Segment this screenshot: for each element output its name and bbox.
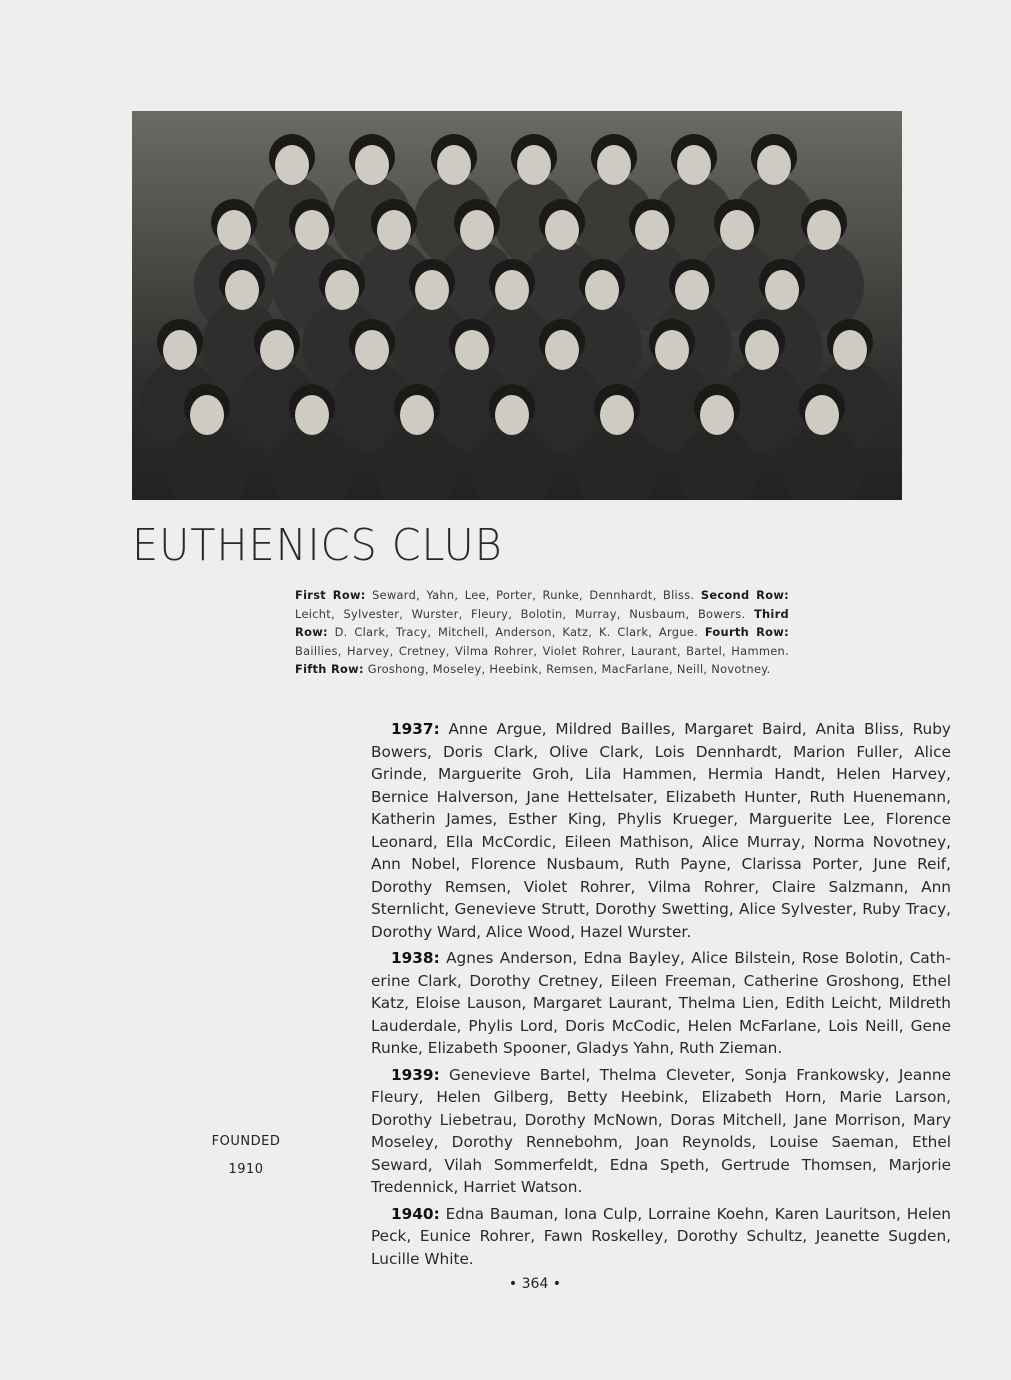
- person-face: [597, 145, 631, 185]
- person-face: [163, 330, 197, 370]
- class-members: Edna Bauman, Iona Culp, Lorraine Koehn, Karen Lauritson, Helen Peck, Eunice Rohrer, Fawn Roskelley, Dorothy Schultz, Jeanette Sugden, Lucille White.: [371, 1204, 951, 1268]
- person-face: [355, 330, 389, 370]
- page-title: EUTHENICS CLUB: [132, 520, 503, 571]
- person-face: [745, 330, 779, 370]
- class-year: 1937:: [391, 720, 440, 738]
- person-face: [655, 330, 689, 370]
- person-face: [635, 210, 669, 250]
- caption-row-label: Second Row:: [700, 588, 790, 602]
- person-face: [495, 270, 529, 310]
- class-year: 1940:: [391, 1204, 440, 1223]
- person-face: [377, 210, 411, 250]
- person-face: [700, 395, 734, 435]
- caption-row-names: Baillies, Harvey, Cretney, Vilma Rohrer, Violet Rohrer, Laurant, Bartel, Hammen.: [295, 643, 789, 658]
- person-face: [765, 270, 799, 310]
- person-face: [675, 270, 709, 310]
- class-paragraph: [371, 1203, 951, 1271]
- founded-note: [200, 1128, 292, 1184]
- person-face: [757, 145, 791, 185]
- person-face: [720, 210, 754, 250]
- caption-row-label: Fifth Row:: [295, 662, 364, 677]
- membership-list: [371, 718, 951, 1274]
- person-face: [260, 330, 294, 370]
- class-year: 1939:: [391, 1065, 440, 1084]
- founded-year: 1910: [228, 1162, 264, 1177]
- class-members: Genevieve Bartel, Thelma Cleveter, Sonja Frankowsky, Jeanne Fleury, Helen Gilberg, Betty Heebink, Elizabeth Horn, Marie Larson, Dorothy Liebetrau, Dorothy McNown, Doras Mitchell, Jane Morrison, Mary Moseley, Dorothy Rennebohm, Joan Reynolds, Louise Saeman, Ethel Seward, Vilah Sommerfeldt, Edna Speth, Gertrude Thomsen, Marjorie Tredennick, Harriet Watson.: [371, 1065, 951, 1196]
- caption-row-label: First Row:: [295, 588, 366, 602]
- club-group-photo: [132, 111, 902, 500]
- person-face: [437, 145, 471, 185]
- class-paragraph: [371, 947, 951, 1060]
- person-face: [585, 270, 619, 310]
- person-face: [295, 210, 329, 250]
- person-face: [415, 270, 449, 310]
- person-face: [325, 270, 359, 310]
- class-year: 1938:: [391, 949, 440, 967]
- person-face: [517, 145, 551, 185]
- person-face: [455, 330, 489, 370]
- person-face: [295, 395, 329, 435]
- class-paragraph: [371, 1064, 951, 1199]
- person-face: [833, 330, 867, 370]
- caption-row-names: Groshong, Moseley, Heebink, Remsen, MacFarlane, Neill, Novotney.: [367, 662, 771, 677]
- person-face: [275, 145, 309, 185]
- person-face: [545, 210, 579, 250]
- person-face: [355, 145, 389, 185]
- caption-row-names: Seward, Yahn, Lee, Porter, Runke, Dennhardt, Bliss.: [372, 588, 695, 602]
- person-face: [495, 395, 529, 435]
- person-face: [225, 270, 259, 310]
- person-face: [460, 210, 494, 250]
- class-paragraph: [371, 718, 951, 943]
- caption-row-names: Leicht, Sylvester, Wurster, Fleury, Bolotin, Murray, Nusbaum, Bowers.: [295, 606, 746, 621]
- person-face: [217, 210, 251, 250]
- class-members: Agnes Anderson, Edna Bayley, Alice Bilstein, Rose Bolotin, Catherine Clark, Dorothy Cretney, Eileen Freeman, Catherine Groshong, Ethel Katz, Eloise Lauson, Margaret Laurant, Thelma Lien, Edith Leicht, Mildreth Lauderdale, Phylis Lord, Doris McCodic, Helen McFarlane, Lois Neill, Gene Runke, Elizabeth Spooner, Gladys Yahn, Ruth Zieman.: [371, 949, 951, 1057]
- person-face: [677, 145, 711, 185]
- class-members: Anne Argue, Mildred Bailles, Margaret Baird, Anita Bliss, Ruby Bowers, Doris Clark, Olive Clark, Lois Dennhardt, Marion Fuller, Alice Grinde, Marguerite Groh, Lila Hammen, Hermia Handt, Helen Harvey, Bernice Halverson, Jane Hettelsater, Elizabeth Hunter, Ruth Huenemann, Katherin James, Esther King, Phylis Krueger, Marguerite Lee, Florence Leonard, Ella McCordic, Eileen Mathison, Alice Murray, Norma Novotney, Ann Nobel, Florence Nusbaum, Ruth Payne, Clarissa Porter, June Reif, Dorothy Remsen, Violet Rohrer, Vilma Rohrer, Claire Salzmann, Ann Sternlicht, Genevieve Strutt, Dorothy Swetting, Alice Sylvester, Ruby Tracy, Dorothy Ward, Alice Wood, Hazel Wurster.: [371, 720, 951, 941]
- person-face: [400, 395, 434, 435]
- founded-label: FOUNDED: [211, 1134, 281, 1149]
- caption-row-label: Third Row:: [295, 606, 789, 640]
- person-face: [190, 395, 224, 435]
- person-face: [600, 395, 634, 435]
- person-face: [805, 395, 839, 435]
- caption-row-label: Fourth Row:: [704, 625, 789, 640]
- caption-row-names: D. Clark, Tracy, Mitchell, Anderson, Katz, K. Clark, Argue.: [334, 625, 699, 640]
- page-number: • 364 •: [508, 1276, 562, 1292]
- photo-caption: [295, 586, 789, 679]
- person-face: [545, 330, 579, 370]
- person-face: [807, 210, 841, 250]
